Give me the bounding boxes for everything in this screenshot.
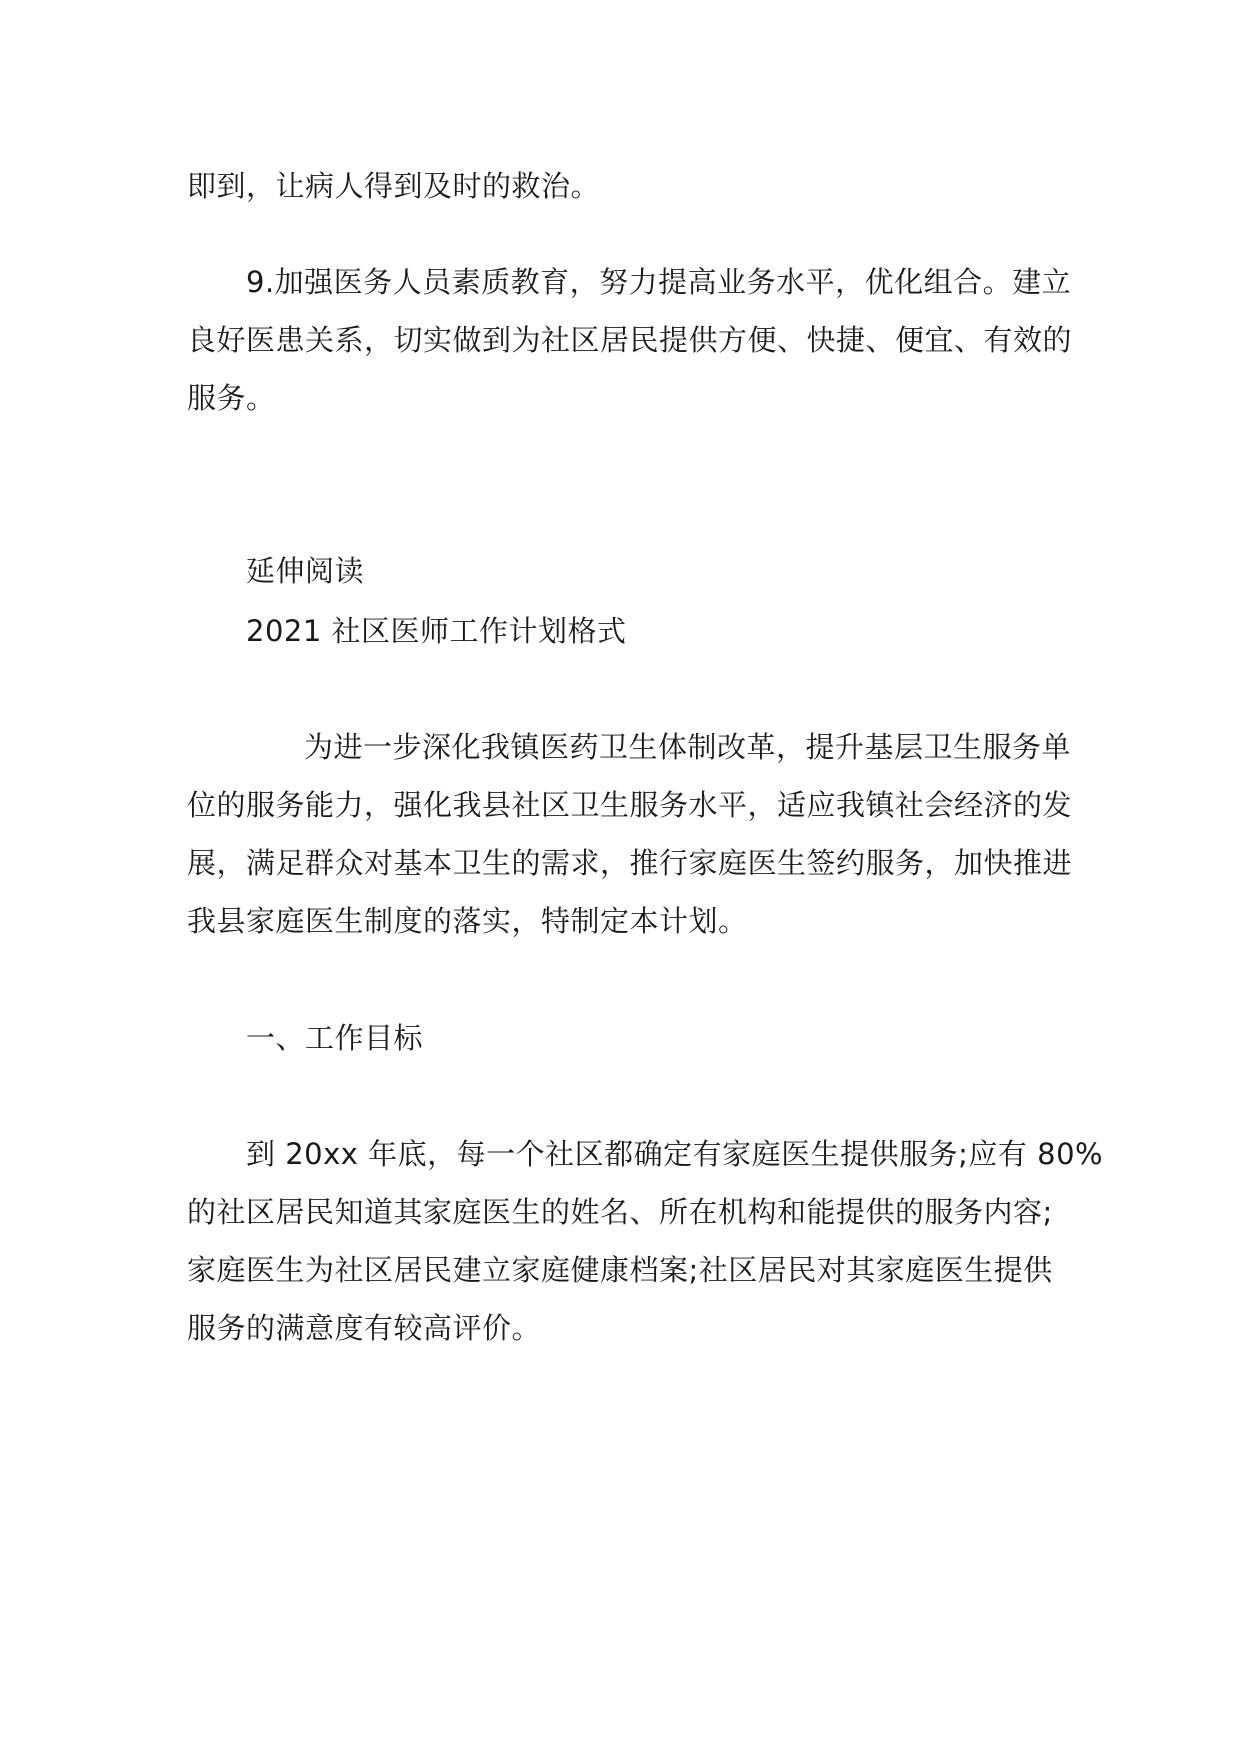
extended-reading-title: 2021 社区医师工作计划格式 xyxy=(246,614,627,648)
intro-line-4: 我县家庭医生制度的落实，特制定本计划。 xyxy=(187,904,748,938)
intro-line-2: 位的服务能力，强化我县社区卫生服务水平，适应我镇社会经济的发 xyxy=(187,788,1073,822)
section-1-line-2: 的社区居民知道其家庭医生的姓名、所在机构和能提供的服务内容; xyxy=(187,1195,1053,1229)
intro-line-1: 为进一步深化我镇医药卫生体制改革，提升基层卫生服务单 xyxy=(304,730,1072,764)
section-1-heading: 一、工作目标 xyxy=(246,1021,424,1055)
section-1-line-3: 家庭医生为社区居民建立家庭健康档案;社区居民对其家庭医生提供 xyxy=(187,1253,1053,1287)
section-1-line-4: 服务的满意度有较高评价。 xyxy=(187,1311,542,1345)
item9-line-1: 9.加强医务人员素质教育，努力提高业务水平，优化组合。建立 xyxy=(246,265,1072,299)
intro-line-3: 展，满足群众对基本卫生的需求，推行家庭医生签约服务，加快推进 xyxy=(187,846,1073,880)
item9-line-3: 服务。 xyxy=(187,381,276,415)
extended-reading-heading: 延伸阅读 xyxy=(246,554,365,588)
paragraph-prev-tail: 即到，让病人得到及时的救治。 xyxy=(187,169,601,203)
section-1-line-1: 到 20xx 年底，每一个社区都确定有家庭医生提供服务;应有 80% xyxy=(246,1137,1104,1171)
item9-line-2: 良好医患关系，切实做到为社区居民提供方便、快捷、便宜、有效的 xyxy=(187,323,1073,357)
